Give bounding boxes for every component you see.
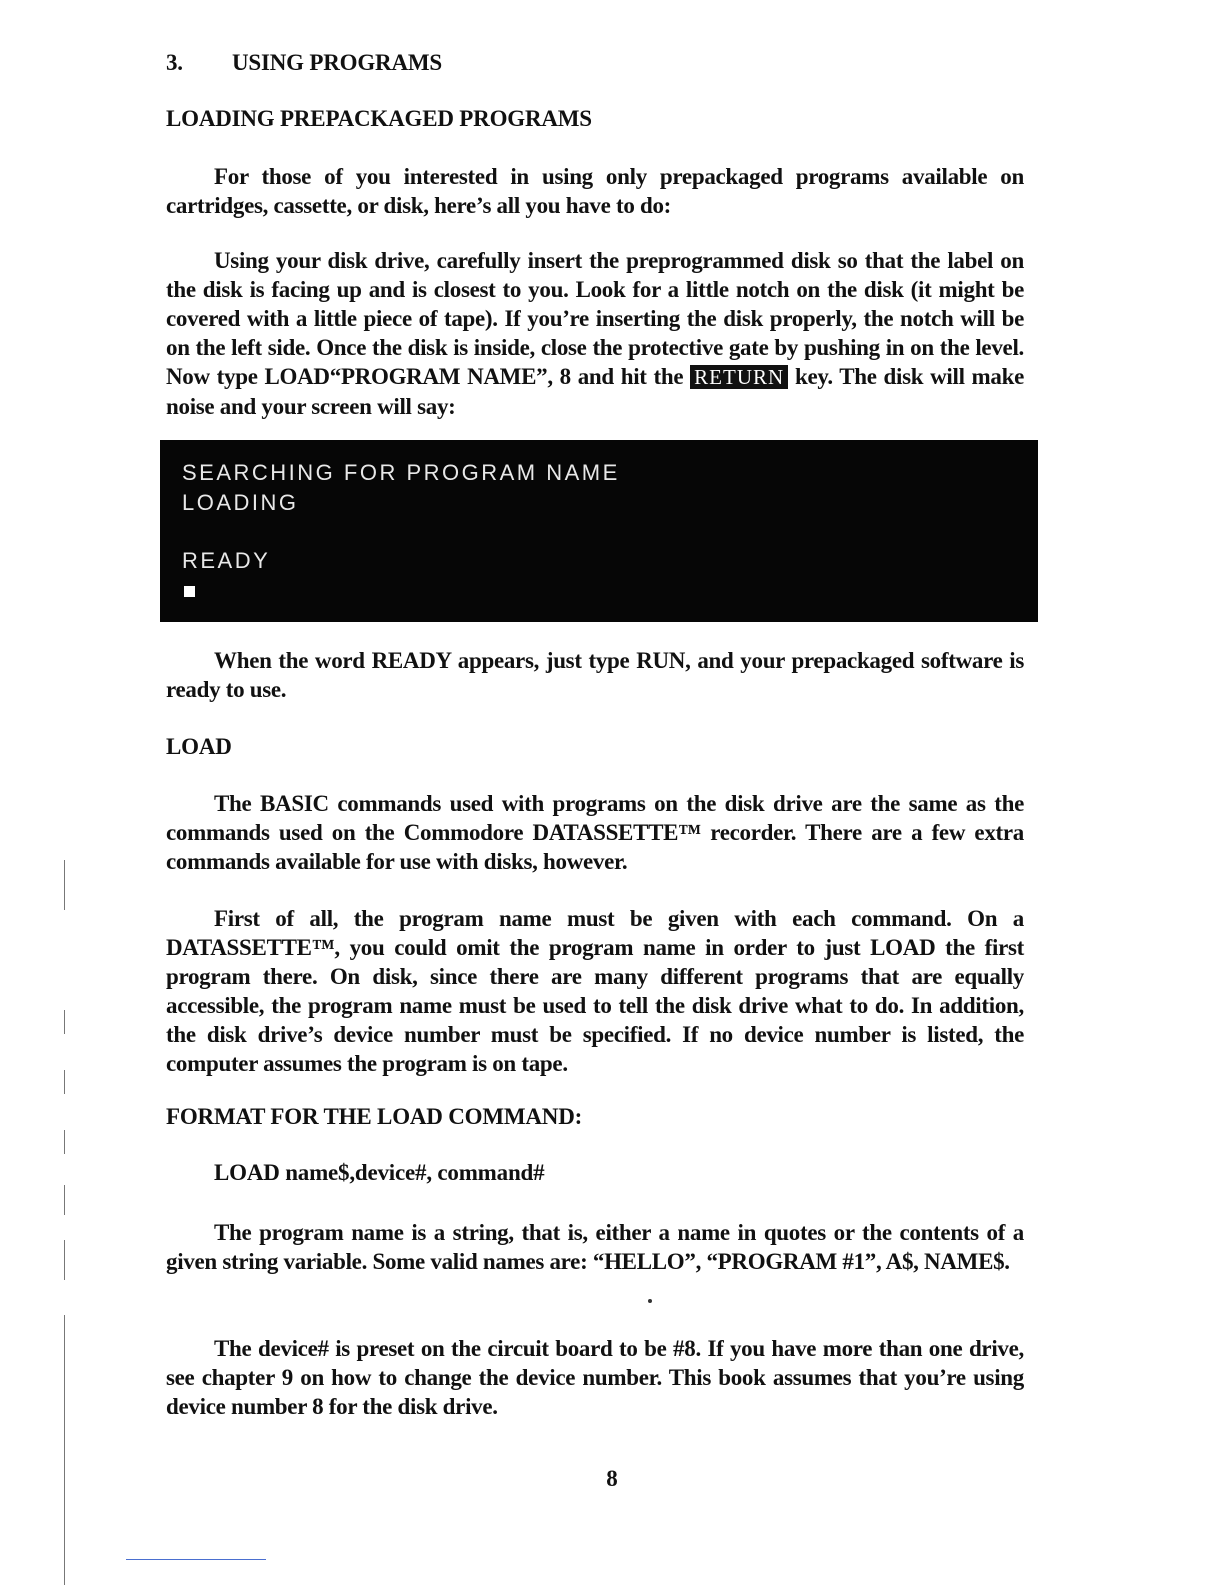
paragraph-intro: For those of you interested in using only prepackaged programs available on cartridges, cassette, or disk, here’s all you have to do: [166,164,1024,218]
format-heading-suffix: COMMAND: [442,1104,583,1129]
page-number: 8 [606,1466,618,1491]
section-heading-load: LOAD [166,734,232,759]
margin-rule [64,1240,65,1280]
scan-speck [648,1299,652,1303]
cursor-block-icon [184,586,195,597]
screen-output-box [160,440,1038,622]
chapter-title: USING PROGRAMS [232,50,442,75]
section-heading-loading: LOADING PREPACKAGED PROGRAMS [166,106,592,131]
margin-rule [64,860,65,910]
format-heading-prefix: FORMAT FOR THE [166,1104,378,1129]
format-heading [166,1104,582,1130]
load-command-format: LOAD name$,device#, command# [214,1160,545,1185]
screen-line-ready: READY [182,548,271,573]
format-heading-emphasis: LOAD [377,1104,443,1129]
footer-rule [126,1559,266,1560]
chapter-number: 3. [166,50,183,75]
paragraph-program-name: First of all, the program name must be given with each command. On a DATASSETTE™, you could omit the program name in order to just LOAD the first program there. On disk, since there are many different programs that are equally accessible, the program name must be used to tell the disk drive what to do. In addition, the disk drive’s device number must be specified. If no device number is listed, the computer assumes the program is on tape. [166,906,1024,1076]
paragraph-basic-commands: The BASIC commands used with programs on the disk drive are the same as the commands used on the Commodore DATASSETTE™ recorder. There are a few extra commands available for use with disks, however. [166,791,1024,874]
return-key-label: RETURN [690,365,788,389]
disk-instructions-text: Using your disk drive, carefully insert the preprogrammed disk so that the label on the disk is facing up and is closest to you. Look for a little notch on the disk (it might be covered with a little piece of tape). If you’re inserting the disk properly, the notch will be on the left side. Once the disk is inside, close the protective gate by pushing in on the level. Now type LOAD“PROGRAM NAME”, 8 and hit the [166,248,1024,389]
margin-rule [64,1185,65,1215]
disk-instructions-text-after: key. The disk will make noise and your screen will say: [166,364,1025,419]
margin-rule [64,1010,65,1034]
paragraph-ready: When the word READY appears, just type RUN, and your prepackaged software is ready to use. [166,648,1024,702]
margin-rule [64,1315,65,1585]
screen-line-loading: LOADING [182,490,299,515]
paragraph-device-number: The device# is preset on the circuit board to be #8. If you have more than one drive, see chapter 9 on how to change the device number. This book assumes that you’re using device number 8 for the disk drive. [166,1336,1024,1419]
margin-rule [64,1130,65,1154]
paragraph-string-names: The program name is a string, that is, either a name in quotes or the contents of a given string variable. Some valid names are: “HELLO”, “PROGRAM #1”, A$, NAME$. [166,1220,1024,1274]
screen-line-searching: SEARCHING FOR PROGRAM NAME [182,460,620,485]
paragraph-disk-instructions [166,246,1024,421]
margin-rule [64,1070,65,1094]
